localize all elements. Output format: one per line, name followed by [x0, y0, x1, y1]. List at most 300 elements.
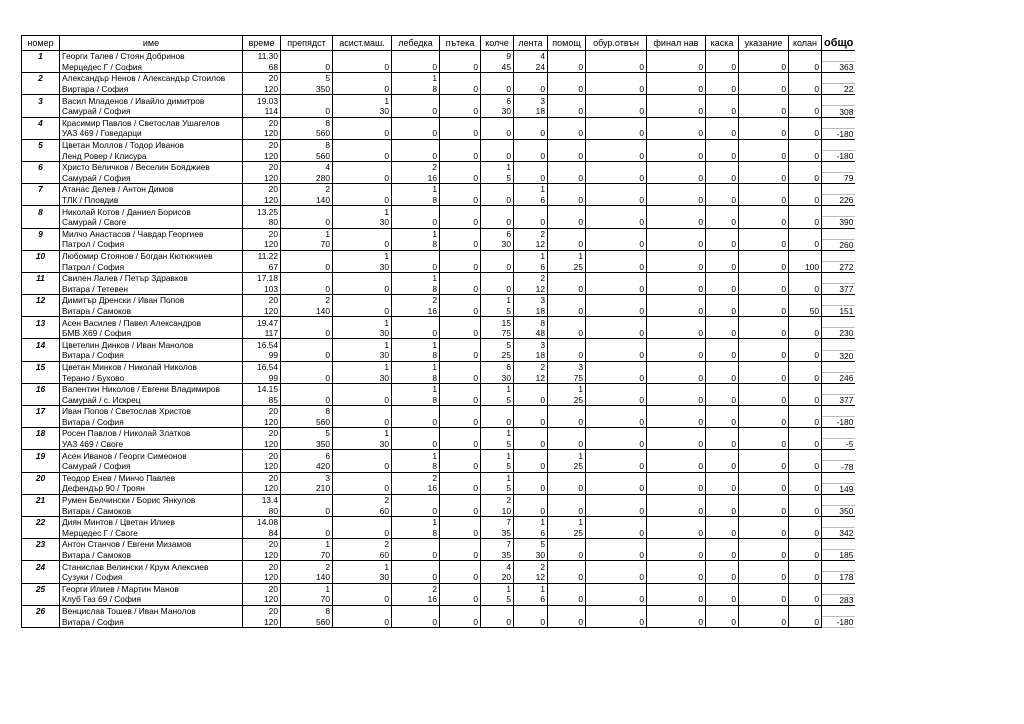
- table-row: [22, 605, 856, 616]
- cell-assist-vehicle-points: 30: [333, 261, 392, 272]
- cell-winch-count: [392, 428, 440, 439]
- cell-peg-points: 25: [481, 350, 514, 361]
- total-score: 151: [822, 306, 856, 317]
- cell-belt-count: [789, 117, 822, 128]
- cell-belt-count: [789, 428, 822, 439]
- crew-names: Диян Минтов / Цветан Илиев: [60, 516, 243, 527]
- entry-number: 4: [22, 117, 60, 128]
- cell-outside-bypass-count: [586, 117, 647, 128]
- cell-time-count: 20: [243, 184, 281, 195]
- cell-finish-nav-points: 0: [647, 350, 706, 361]
- cell-helmet-points: 0: [706, 261, 739, 272]
- cell-finish-nav-count: [647, 73, 706, 84]
- cell-obstacle-points: 0: [281, 283, 333, 294]
- cell-peg-points: 5: [481, 461, 514, 472]
- cell-finish-nav-points: 0: [647, 461, 706, 472]
- cell-assist-vehicle-points: 0: [333, 84, 392, 95]
- entry-number-blank: [22, 62, 60, 73]
- cell-help-count: [548, 117, 586, 128]
- cell-outside-bypass-count: [586, 383, 647, 394]
- cell-winch-points: 0: [392, 150, 440, 161]
- cell-winch-count: 1: [392, 450, 440, 461]
- cell-instruction-count: [739, 317, 789, 328]
- cell-obstacle-count: 8: [281, 139, 333, 150]
- entry-number-blank: [22, 328, 60, 339]
- entry-number: 3: [22, 95, 60, 106]
- cell-outside-bypass-count: [586, 51, 647, 62]
- cell-peg-points: 0: [481, 283, 514, 294]
- cell-path-count: [440, 561, 481, 572]
- cell-tape-count: [514, 73, 548, 84]
- cell-belt-points: 0: [789, 550, 822, 561]
- entry-number: 9: [22, 228, 60, 239]
- cell-winch-count: [392, 406, 440, 417]
- cell-time-count: 19.03: [243, 95, 281, 106]
- cell-helmet-points: 0: [706, 350, 739, 361]
- cell-outside-bypass-count: [586, 250, 647, 261]
- cell-peg-count: 6: [481, 228, 514, 239]
- cell-path-count: [440, 51, 481, 62]
- cell-outside-bypass-points: 0: [586, 217, 647, 228]
- cell-obstacle-count: 1: [281, 539, 333, 550]
- cell-finish-nav-points: 0: [647, 616, 706, 627]
- entry-number: 10: [22, 250, 60, 261]
- cell-belt-count: [789, 272, 822, 283]
- cell-help-points: 75: [548, 372, 586, 383]
- cell-peg-count: 1: [481, 428, 514, 439]
- table-row: [22, 461, 856, 472]
- cell-obstacle-count: [281, 516, 333, 527]
- cell-obstacle-points: 560: [281, 616, 333, 627]
- car-location: Самурай / Своге: [60, 217, 243, 228]
- cell-outside-bypass-count: [586, 228, 647, 239]
- cell-tape-count: 1: [514, 516, 548, 527]
- cell-peg-points: 30: [481, 239, 514, 250]
- cell-belt-count: [789, 184, 822, 195]
- cell-obstacle-count: [281, 361, 333, 372]
- cell-instruction-points: 0: [739, 106, 789, 117]
- entry-number: 25: [22, 583, 60, 594]
- crew-names: Иван Попов / Светослав Христов: [60, 406, 243, 417]
- table-row: [22, 339, 856, 350]
- cell-belt-points: 0: [789, 572, 822, 583]
- cell-tape-count: 2: [514, 561, 548, 572]
- cell-belt-points: 0: [789, 328, 822, 339]
- cell-finish-nav-count: [647, 383, 706, 394]
- cell-instruction-count: [739, 361, 789, 372]
- cell-helmet-points: 0: [706, 195, 739, 206]
- cell-path-points: 0: [440, 328, 481, 339]
- cell-finish-nav-points: 0: [647, 394, 706, 405]
- cell-outside-bypass-points: 0: [586, 128, 647, 139]
- cell-peg-count: 6: [481, 95, 514, 106]
- cell-winch-points: 0: [392, 261, 440, 272]
- cell-winch-points: 0: [392, 128, 440, 139]
- car-location: Самурай / София: [60, 106, 243, 117]
- cell-assist-vehicle-count: [333, 161, 392, 172]
- cell-assist-vehicle-points: 30: [333, 217, 392, 228]
- table-row: [22, 139, 856, 150]
- cell-path-points: 0: [440, 439, 481, 450]
- total-blank: [822, 406, 856, 417]
- cell-tape-count: 3: [514, 339, 548, 350]
- cell-time-count: 20: [243, 295, 281, 306]
- table-row: [22, 306, 856, 317]
- cell-winch-points: 16: [392, 483, 440, 494]
- total-blank: [822, 561, 856, 572]
- cell-instruction-count: [739, 95, 789, 106]
- total-score: 363: [822, 62, 856, 73]
- table-row: [22, 505, 856, 516]
- cell-winch-points: 0: [392, 572, 440, 583]
- cell-help-count: [548, 561, 586, 572]
- cell-instruction-count: [739, 472, 789, 483]
- cell-finish-nav-count: [647, 406, 706, 417]
- cell-obstacle-points: 140: [281, 572, 333, 583]
- cell-tape-points: 12: [514, 572, 548, 583]
- table-row: [22, 173, 856, 184]
- entry-number-blank: [22, 417, 60, 428]
- car-location: Патрол / София: [60, 261, 243, 272]
- table-row: [22, 472, 856, 483]
- cell-help-points: 25: [548, 528, 586, 539]
- table-row: [22, 450, 856, 461]
- table-row: [22, 572, 856, 583]
- cell-peg-count: 7: [481, 539, 514, 550]
- cell-finish-nav-count: [647, 472, 706, 483]
- cell-help-points: 0: [548, 106, 586, 117]
- cell-outside-bypass-count: [586, 184, 647, 195]
- header-path: пътека: [440, 36, 481, 51]
- cell-instruction-points: 0: [739, 150, 789, 161]
- cell-peg-count: [481, 184, 514, 195]
- cell-outside-bypass-count: [586, 472, 647, 483]
- cell-assist-vehicle-points: 0: [333, 195, 392, 206]
- cell-help-count: [548, 406, 586, 417]
- cell-belt-points: 0: [789, 106, 822, 117]
- cell-path-points: 0: [440, 616, 481, 627]
- cell-peg-count: 1: [481, 472, 514, 483]
- cell-belt-points: 50: [789, 306, 822, 317]
- crew-names: Милчо Анастасов / Чавдар Георгиев: [60, 228, 243, 239]
- cell-path-points: 0: [440, 62, 481, 73]
- cell-time-points: 120: [243, 616, 281, 627]
- entry-number-blank: [22, 461, 60, 472]
- total-score: -180: [822, 150, 856, 161]
- cell-time-count: 17.18: [243, 272, 281, 283]
- cell-outside-bypass-count: [586, 95, 647, 106]
- total-score: -180: [822, 128, 856, 139]
- entry-number: 20: [22, 472, 60, 483]
- cell-instruction-count: [739, 539, 789, 550]
- car-location: Витара / Самоков: [60, 550, 243, 561]
- cell-help-count: [548, 605, 586, 616]
- header-outside-bypass: обур.отвън: [586, 36, 647, 51]
- cell-time-points: 117: [243, 328, 281, 339]
- table-row: [22, 117, 856, 128]
- cell-helmet-points: 0: [706, 62, 739, 73]
- cell-assist-vehicle-points: 30: [333, 439, 392, 450]
- cell-helmet-points: 0: [706, 528, 739, 539]
- cell-assist-vehicle-count: [333, 472, 392, 483]
- cell-tape-points: 24: [514, 62, 548, 73]
- cell-tape-points: 0: [514, 417, 548, 428]
- cell-obstacle-count: 4: [281, 161, 333, 172]
- cell-help-count: [548, 73, 586, 84]
- cell-obstacle-points: 0: [281, 106, 333, 117]
- cell-tape-points: 0: [514, 616, 548, 627]
- total-blank: [822, 272, 856, 283]
- cell-time-count: 20: [243, 472, 281, 483]
- table-row: [22, 95, 856, 106]
- cell-helmet-points: 0: [706, 328, 739, 339]
- cell-helmet-count: [706, 272, 739, 283]
- cell-time-count: 20: [243, 450, 281, 461]
- cell-winch-points: 0: [392, 616, 440, 627]
- cell-belt-points: 0: [789, 394, 822, 405]
- cell-time-count: 14.08: [243, 516, 281, 527]
- car-location: Самурай / с. Искрец: [60, 394, 243, 405]
- cell-helmet-count: [706, 95, 739, 106]
- cell-obstacle-points: 0: [281, 394, 333, 405]
- cell-help-points: 0: [548, 217, 586, 228]
- table-row: [22, 161, 856, 172]
- cell-instruction-points: 0: [739, 62, 789, 73]
- entry-number: 15: [22, 361, 60, 372]
- total-score: 308: [822, 106, 856, 117]
- total-blank: [822, 605, 856, 616]
- cell-obstacle-points: 560: [281, 150, 333, 161]
- cell-assist-vehicle-count: 1: [333, 561, 392, 572]
- entry-number: 18: [22, 428, 60, 439]
- cell-outside-bypass-count: [586, 539, 647, 550]
- crew-names: Николай Котов / Даниел Борисов: [60, 206, 243, 217]
- cell-winch-points: 0: [392, 417, 440, 428]
- cell-helmet-count: [706, 383, 739, 394]
- cell-help-count: [548, 228, 586, 239]
- cell-winch-count: [392, 95, 440, 106]
- cell-time-points: 120: [243, 128, 281, 139]
- cell-instruction-points: 0: [739, 128, 789, 139]
- cell-belt-count: [789, 361, 822, 372]
- entry-number: 23: [22, 539, 60, 550]
- cell-winch-count: 1: [392, 361, 440, 372]
- crew-names: Георги Илиев / Мартин Манов: [60, 583, 243, 594]
- table-row: [22, 394, 856, 405]
- cell-obstacle-points: 70: [281, 239, 333, 250]
- cell-peg-count: 1: [481, 295, 514, 306]
- total-blank: [822, 583, 856, 594]
- cell-instruction-count: [739, 73, 789, 84]
- cell-outside-bypass-count: [586, 406, 647, 417]
- header-time: време: [243, 36, 281, 51]
- cell-help-points: 0: [548, 417, 586, 428]
- cell-assist-vehicle-points: 0: [333, 128, 392, 139]
- table-row: [22, 406, 856, 417]
- total-score: 350: [822, 505, 856, 516]
- cell-assist-vehicle-points: 0: [333, 528, 392, 539]
- cell-helmet-points: 0: [706, 461, 739, 472]
- cell-winch-count: [392, 139, 440, 150]
- cell-tape-count: 4: [514, 51, 548, 62]
- cell-instruction-count: [739, 605, 789, 616]
- cell-winch-count: [392, 494, 440, 505]
- cell-helmet-points: 0: [706, 128, 739, 139]
- cell-finish-nav-count: [647, 117, 706, 128]
- cell-time-points: 68: [243, 62, 281, 73]
- cell-belt-count: [789, 73, 822, 84]
- cell-winch-points: 8: [392, 372, 440, 383]
- cell-outside-bypass-points: 0: [586, 306, 647, 317]
- cell-helmet-count: [706, 250, 739, 261]
- table-row: [22, 583, 856, 594]
- cell-assist-vehicle-count: [333, 516, 392, 527]
- cell-time-points: 120: [243, 239, 281, 250]
- cell-path-points: 0: [440, 217, 481, 228]
- cell-help-points: 0: [548, 84, 586, 95]
- cell-tape-count: [514, 161, 548, 172]
- cell-obstacle-count: 5: [281, 73, 333, 84]
- car-location: Терано / Бухово: [60, 372, 243, 383]
- car-location: Витара / Самоков: [60, 306, 243, 317]
- cell-winch-count: 1: [392, 383, 440, 394]
- cell-help-count: [548, 161, 586, 172]
- total-score: 377: [822, 283, 856, 294]
- car-location: Сузуки / София: [60, 572, 243, 583]
- cell-instruction-points: 0: [739, 417, 789, 428]
- cell-tape-points: 0: [514, 84, 548, 95]
- cell-outside-bypass-points: 0: [586, 550, 647, 561]
- cell-obstacle-points: 560: [281, 128, 333, 139]
- cell-instruction-points: 0: [739, 217, 789, 228]
- cell-finish-nav-points: 0: [647, 417, 706, 428]
- cell-assist-vehicle-points: 60: [333, 505, 392, 516]
- cell-peg-points: 0: [481, 195, 514, 206]
- cell-assist-vehicle-count: 1: [333, 317, 392, 328]
- cell-path-count: [440, 161, 481, 172]
- cell-help-count: [548, 539, 586, 550]
- cell-time-points: 120: [243, 439, 281, 450]
- cell-time-points: 99: [243, 350, 281, 361]
- cell-outside-bypass-points: 0: [586, 483, 647, 494]
- cell-instruction-points: 0: [739, 461, 789, 472]
- cell-outside-bypass-count: [586, 428, 647, 439]
- cell-instruction-count: [739, 184, 789, 195]
- cell-help-points: 0: [548, 483, 586, 494]
- cell-instruction-count: [739, 272, 789, 283]
- cell-belt-count: [789, 161, 822, 172]
- cell-peg-count: 1: [481, 383, 514, 394]
- cell-helmet-points: 0: [706, 217, 739, 228]
- cell-obstacle-points: 350: [281, 84, 333, 95]
- cell-outside-bypass-count: [586, 450, 647, 461]
- cell-tape-count: [514, 450, 548, 461]
- total-blank: [822, 206, 856, 217]
- cell-instruction-count: [739, 406, 789, 417]
- cell-assist-vehicle-count: 1: [333, 361, 392, 372]
- cell-instruction-points: 0: [739, 283, 789, 294]
- entry-number-blank: [22, 439, 60, 450]
- cell-assist-vehicle-points: 0: [333, 417, 392, 428]
- cell-obstacle-points: 560: [281, 417, 333, 428]
- cell-obstacle-count: [281, 272, 333, 283]
- entry-number: 6: [22, 161, 60, 172]
- cell-time-points: 99: [243, 372, 281, 383]
- cell-helmet-count: [706, 428, 739, 439]
- cell-tape-count: [514, 117, 548, 128]
- cell-instruction-count: [739, 428, 789, 439]
- cell-winch-points: 8: [392, 461, 440, 472]
- entry-number-blank: [22, 106, 60, 117]
- cell-finish-nav-points: 0: [647, 217, 706, 228]
- cell-tape-points: 48: [514, 328, 548, 339]
- cell-assist-vehicle-count: 1: [333, 428, 392, 439]
- total-blank: [822, 494, 856, 505]
- cell-finish-nav-points: 0: [647, 439, 706, 450]
- cell-tape-points: 12: [514, 372, 548, 383]
- cell-tape-count: 2: [514, 361, 548, 372]
- entry-number: 12: [22, 295, 60, 306]
- cell-instruction-count: [739, 450, 789, 461]
- cell-peg-points: 5: [481, 306, 514, 317]
- cell-obstacle-count: [281, 250, 333, 261]
- cell-assist-vehicle-points: 0: [333, 283, 392, 294]
- table-row: [22, 128, 856, 139]
- cell-tape-count: 5: [514, 539, 548, 550]
- cell-finish-nav-count: [647, 272, 706, 283]
- cell-outside-bypass-points: 0: [586, 394, 647, 405]
- cell-help-count: [548, 95, 586, 106]
- cell-helmet-points: 0: [706, 616, 739, 627]
- cell-outside-bypass-count: [586, 583, 647, 594]
- cell-outside-bypass-count: [586, 561, 647, 572]
- cell-winch-count: 2: [392, 161, 440, 172]
- cell-belt-points: 0: [789, 372, 822, 383]
- cell-peg-points: 30: [481, 106, 514, 117]
- crew-names: Цветелин Динков / Иван Манолов: [60, 339, 243, 350]
- cell-help-points: 0: [548, 195, 586, 206]
- cell-obstacle-points: 140: [281, 306, 333, 317]
- cell-obstacle-count: 5: [281, 428, 333, 439]
- cell-finish-nav-count: [647, 250, 706, 261]
- cell-obstacle-points: 70: [281, 550, 333, 561]
- cell-help-count: [548, 583, 586, 594]
- cell-peg-points: 35: [481, 528, 514, 539]
- cell-assist-vehicle-points: 0: [333, 616, 392, 627]
- cell-path-count: [440, 583, 481, 594]
- cell-help-count: [548, 317, 586, 328]
- cell-belt-points: 0: [789, 283, 822, 294]
- cell-peg-count: 4: [481, 561, 514, 572]
- entry-number-blank: [22, 594, 60, 605]
- cell-time-count: 20: [243, 561, 281, 572]
- cell-outside-bypass-points: 0: [586, 283, 647, 294]
- cell-instruction-points: 0: [739, 195, 789, 206]
- cell-finish-nav-points: 0: [647, 84, 706, 95]
- car-location: Дефендър 90 / Троян: [60, 483, 243, 494]
- cell-finish-nav-points: 0: [647, 195, 706, 206]
- cell-help-points: 0: [548, 150, 586, 161]
- cell-belt-points: 0: [789, 439, 822, 450]
- cell-winch-count: 1: [392, 184, 440, 195]
- cell-help-count: [548, 494, 586, 505]
- total-blank: [822, 539, 856, 550]
- cell-path-count: [440, 428, 481, 439]
- cell-peg-points: 0: [481, 150, 514, 161]
- cell-help-count: [548, 295, 586, 306]
- total-blank: [822, 428, 856, 439]
- cell-outside-bypass-points: 0: [586, 461, 647, 472]
